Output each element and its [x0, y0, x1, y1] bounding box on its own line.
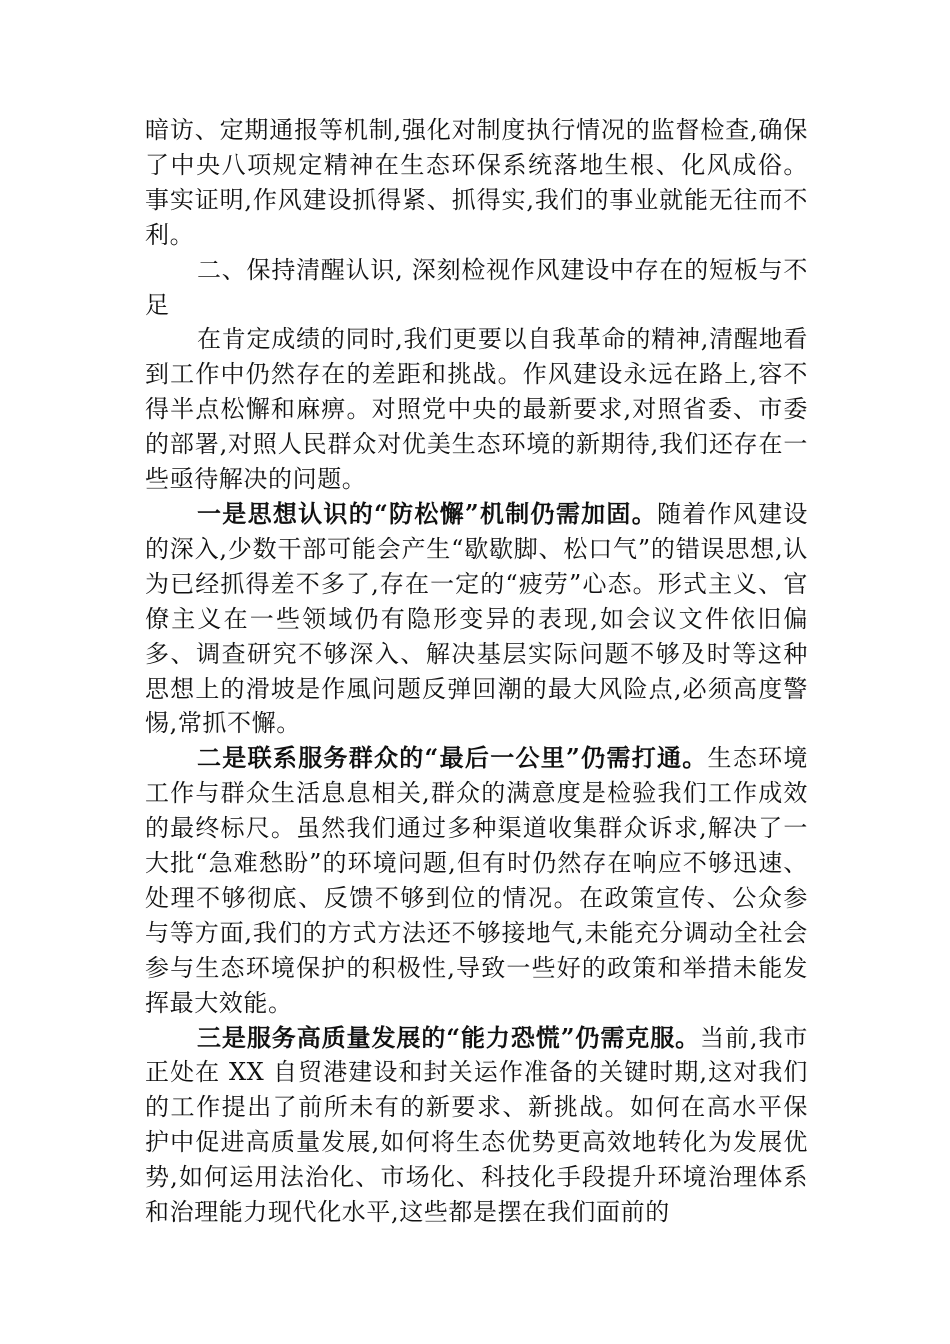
paragraph-text: 暗访、定期通报等机制,强化对制度执行情况的监督检查,确保了中央八项规定精神在生态环保系统落地生根、化风成俗。事实证明,作风建设抓得紧、抓得实,我们的事业就能无往而不利。	[145, 116, 808, 249]
paragraph-point-2	[145, 741, 808, 1020]
paragraph-intro	[145, 322, 808, 497]
paragraph-lead: 二是联系服务群众的“最后一公里”仍需打通。	[197, 743, 708, 773]
paragraph-lead: 一是思想认识的“防松懈”机制仍需加固。	[197, 498, 657, 528]
paragraph-point-1	[145, 497, 808, 741]
section-heading	[145, 253, 808, 323]
paragraph-text: 随着作风建设的深入,少数干部可能会产生“歇歇脚、松口气”的错误思想,认为已经抓得差不多了,存在一定的“疲劳”心态。形式主义、官僚主义在一些领域仍有隐形变异的表现,如会议文件依旧偏多、调查研究不够深入、解决基层实际问题不够及时等这种思想上的滑坡是作風问题反弹回潮的最大风险点,必须高度警惕,常抓不懈。	[145, 499, 808, 738]
paragraph-text: 生态环境工作与群众生活息息相关,群众的满意度是检验我们工作成效的最终标尺。虽然我们通过多种渠道收集群众诉求,解决了一大批“急难愁盼”的环境问题,但有时仍然存在响应不够迅速、处理不够彻底、反馈不够到位的情况。在政策宣传、公众参与等方面,我们的方式方法还不够接地气,未能充分调动全社会参与生态环境保护的积极性,导致一些好的政策和举措未能发挥最大效能。	[145, 744, 808, 1017]
document-body	[145, 113, 808, 1230]
paragraph-lead: 三是服务高质量发展的“能力恐慌”仍需克服。	[197, 1022, 701, 1052]
section-heading-text: 二、保持清醒认识, 深刻检视作风建设中存在的短板与不足	[145, 255, 808, 319]
paragraph-continuation	[145, 113, 808, 253]
paragraph-point-3	[145, 1021, 808, 1230]
paragraph-text: 当前,我市正处在 XX 自贸港建设和封关运作准备的关键时期,这对我们的工作提出了前所未有的新要求、新挑战。如何在高水平保护中促进高质量发展,如何将生态优势更高效地转化为发展优势,如何运用法治化、市场化、科技化手段提升环境治理体系和治理能力现代化水平,这些都是摆在我们面前的	[145, 1023, 808, 1227]
paragraph-text: 在肯定成绩的同时,我们更要以自我革命的精神,清醒地看到工作中仍然存在的差距和挑战。作风建设永远在路上,容不得半点松懈和麻痹。对照党中央的最新要求,对照省委、市委的部署,对照人民群众对优美生态环境的新期待,我们还存在一些亟待解决的问题。	[145, 325, 808, 494]
